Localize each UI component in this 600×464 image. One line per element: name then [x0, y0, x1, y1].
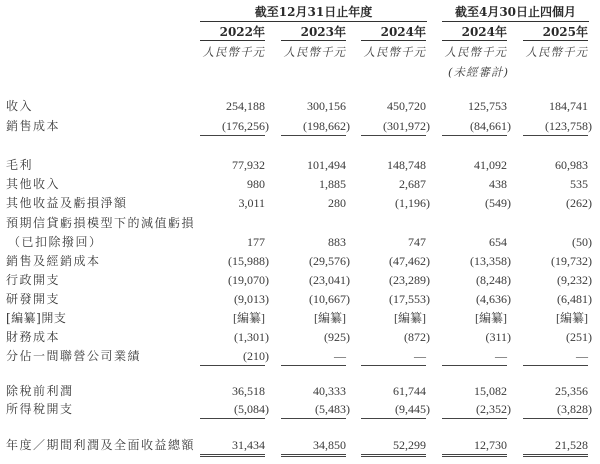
cell: 177	[247, 235, 265, 249]
row-label-revenue: 收入	[6, 99, 34, 113]
row-label-gross-profit: 毛利	[6, 158, 34, 172]
cell: (9,232)	[557, 273, 592, 287]
cell: —	[442, 347, 507, 366]
cell: (6,481)	[557, 292, 592, 306]
cell: (925)	[324, 330, 350, 344]
cell: (5,084)	[200, 400, 265, 419]
cell: 438	[489, 177, 507, 191]
cell: (5,483)	[281, 400, 346, 419]
cell: —	[361, 347, 426, 366]
cell: 40,333	[313, 384, 346, 398]
cell: 34,850	[281, 436, 346, 457]
cell: (872)	[404, 330, 430, 344]
cell: (301,972)	[361, 117, 426, 136]
cell: (3,828)	[523, 400, 588, 419]
cell: [編纂]	[556, 311, 588, 325]
cell: (198,662)	[281, 117, 346, 136]
group-header-four-months: 截至4月30日止四個月	[442, 3, 589, 22]
column-year-2024: 2024年	[361, 25, 426, 41]
cell: (549)	[485, 196, 511, 210]
cell: (1,301)	[234, 330, 269, 344]
cell: 654	[489, 235, 507, 249]
row-label-impairment-losses: 預期信貸虧損模型下的減值虧損	[6, 216, 196, 230]
row-label-redacted-expenses: [編纂]開支	[6, 311, 67, 325]
cell: 280	[328, 196, 346, 210]
row-label-income-tax: 所得稅開支	[6, 402, 74, 416]
unaudited-note: (未經審計)	[448, 65, 509, 79]
cell: —	[523, 347, 588, 366]
cell: (176,256)	[200, 117, 265, 136]
column-unit: 人民幣千元	[444, 45, 507, 59]
cell: (19,732)	[551, 254, 592, 268]
group-header-year-ended: 截至12月31日止年度	[200, 3, 427, 22]
cell: (15,988)	[228, 254, 269, 268]
cell: 125,753	[468, 99, 507, 113]
cell: (10,667)	[309, 292, 350, 306]
cell: (2,352)	[442, 400, 507, 419]
cell: (262)	[566, 196, 592, 210]
cell: (23,289)	[389, 273, 430, 287]
cell: (251)	[566, 330, 592, 344]
cell: 61,744	[393, 384, 426, 398]
cell: 254,188	[226, 99, 265, 113]
cell: 184,741	[549, 99, 588, 113]
cell: 3,011	[238, 196, 265, 210]
row-label-profit-before-tax: 除稅前利潤	[6, 384, 74, 398]
column-unit: 人民幣千元	[283, 45, 346, 59]
cell: 21,528	[523, 436, 588, 457]
row-label-finance-costs: 財務成本	[6, 330, 61, 344]
cell: 41,092	[474, 158, 507, 172]
cell: (9,013)	[234, 292, 269, 306]
cell: (123,758)	[523, 117, 588, 136]
cell: 60,983	[555, 158, 588, 172]
row-label-selling-distribution: 銷售及經銷成本	[6, 254, 101, 268]
cell: 25,356	[555, 384, 588, 398]
column-unit: 人民幣千元	[202, 45, 265, 59]
row-label-cost-of-sales: 銷售成本	[6, 119, 61, 133]
cell: 300,156	[307, 99, 346, 113]
cell: 77,932	[232, 158, 265, 172]
column-unit: 人民幣千元	[363, 45, 426, 59]
cell: (47,462)	[389, 254, 430, 268]
column-period-2024: 2024年	[442, 25, 507, 41]
cell: (9,445)	[361, 400, 426, 419]
column-unit: 人民幣千元	[525, 45, 588, 59]
cell: 450,720	[387, 99, 426, 113]
cell: (50)	[572, 235, 592, 249]
row-label-other-income: 其他收入	[6, 177, 61, 191]
cell: 36,518	[232, 384, 265, 398]
cell: 2,687	[399, 177, 426, 191]
cell: (1,196)	[395, 196, 430, 210]
cell: (4,636)	[476, 292, 511, 306]
row-label-administrative: 行政開支	[6, 273, 61, 287]
cell: [編纂]	[314, 311, 346, 325]
column-period-2025: 2025年	[523, 25, 588, 41]
row-label-share-of-associate: 分佔一間聯營公司業績	[6, 349, 142, 363]
column-year-2023: 2023年	[281, 25, 346, 41]
column-year-2022: 2022年	[200, 25, 265, 41]
cell: (19,070)	[228, 273, 269, 287]
cell: (29,576)	[309, 254, 350, 268]
cell: (84,661)	[442, 117, 507, 136]
cell: 31,434	[200, 436, 265, 457]
row-label-other-gains-losses: 其他收益及虧損淨額	[6, 196, 128, 210]
cell: 148,748	[387, 158, 426, 172]
row-label-total-comprehensive-income: 年度／期間利潤及全面收益總額	[6, 438, 196, 452]
cell: 747	[408, 235, 426, 249]
cell: 980	[247, 177, 265, 191]
cell: 15,082	[474, 384, 507, 398]
cell: 101,494	[307, 158, 346, 172]
cell: (210)	[200, 347, 265, 366]
cell: [編纂]	[394, 311, 426, 325]
cell: 883	[328, 235, 346, 249]
cell: 52,299	[361, 436, 426, 457]
cell: (311)	[485, 330, 511, 344]
row-label-net-of-reversal: （已扣除撥回）	[8, 235, 103, 249]
cell: (23,041)	[309, 273, 350, 287]
cell: 535	[570, 177, 588, 191]
cell: —	[281, 347, 346, 366]
row-label-research-development: 研發開支	[6, 292, 61, 306]
cell: [編纂]	[475, 311, 507, 325]
cell: (13,358)	[470, 254, 511, 268]
cell: (17,553)	[389, 292, 430, 306]
cell: 12,730	[442, 436, 507, 457]
cell: (8,248)	[476, 273, 511, 287]
cell: 1,885	[319, 177, 346, 191]
cell: [編纂]	[233, 311, 265, 325]
